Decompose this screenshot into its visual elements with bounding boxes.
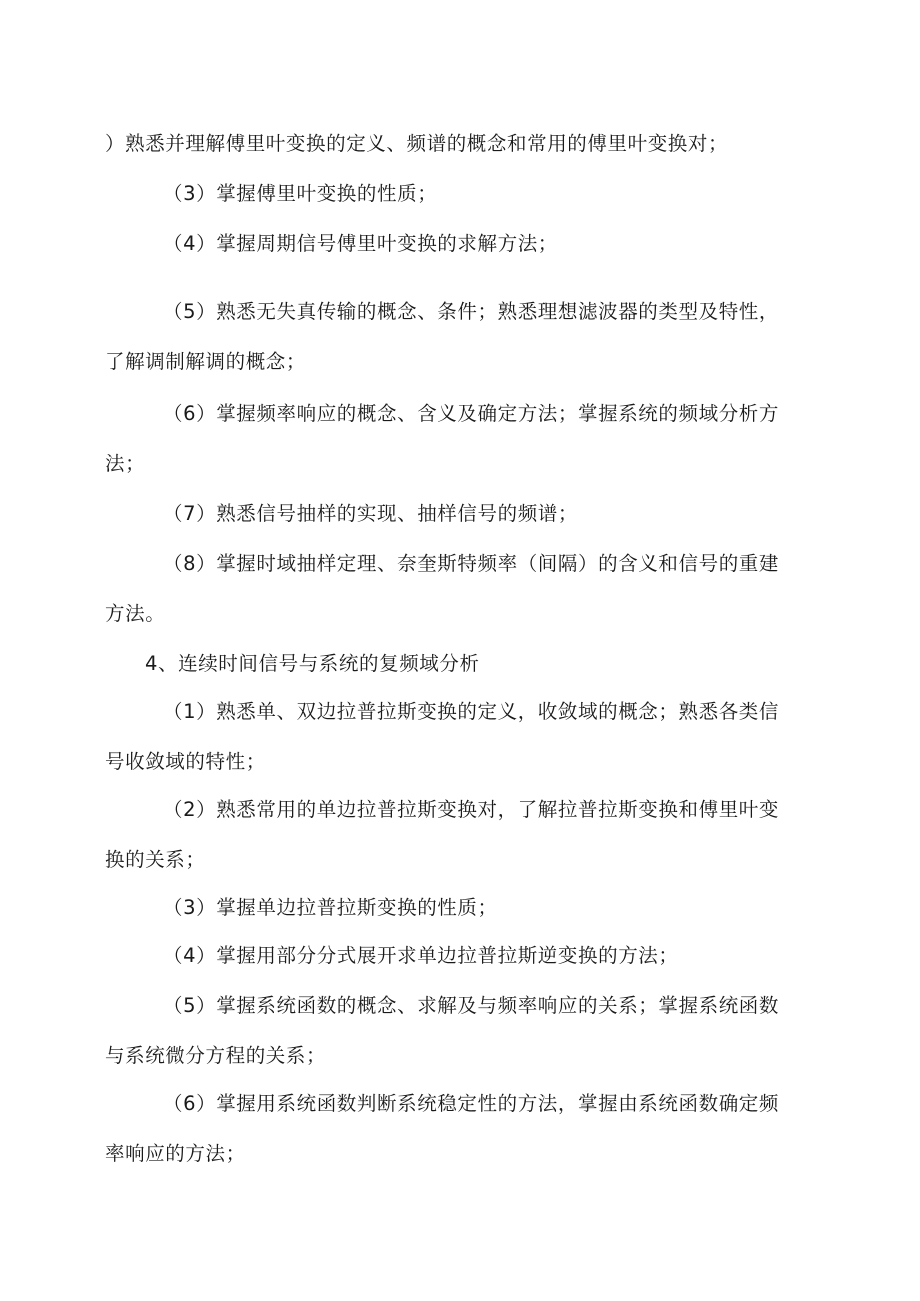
text-line: （6）掌握用系统函数判断系统稳定性的方法，掌握由系统函数确定频 (163, 1092, 780, 1115)
text-line: （4）掌握周期信号傅里叶变换的求解方法； (163, 232, 558, 255)
text-line: （5）掌握系统函数的概念、求解及与频率响应的关系；掌握系统函数 (163, 994, 780, 1017)
text-line: （7）熟悉信号抽样的实现、抽样信号的频谱； (163, 502, 579, 525)
text-line: （8）掌握时域抽样定理、奈奎斯特频率（间隔）的含义和信号的重建 (163, 552, 780, 575)
text-line: 与系统微分方程的关系； (105, 1044, 327, 1067)
text-line: （2）熟悉常用的单边拉普拉斯变换对，了解拉普拉斯变换和傅里叶变 (163, 798, 780, 821)
text-line: （6）掌握频率响应的概念、含义及确定方法；掌握系统的频域分析方 (163, 402, 780, 425)
text-line: （5）熟悉无失真传输的概念、条件；熟悉理想滤波器的类型及特性， (163, 300, 780, 323)
text-line: （3）掌握单边拉普拉斯变换的性质； (163, 896, 498, 919)
text-line: 换的关系； (105, 848, 206, 871)
text-line: 方法。 (105, 602, 166, 625)
text-line: （3）掌握傅里叶变换的性质； (163, 182, 438, 205)
text-line: 号收敛域的特性； (105, 750, 266, 773)
section-heading: 4、连续时间信号与系统的复频域分析 (145, 652, 480, 675)
text-line: 了解调制解调的概念； (105, 350, 307, 373)
text-line: （1）熟悉单、双边拉普拉斯变换的定义，收敛域的概念；熟悉各类信 (163, 700, 780, 723)
text-line: 率响应的方法； (105, 1142, 246, 1165)
text-line: ）熟悉并理解傅里叶变换的定义、频谱的概念和常用的傅里叶变换对； (105, 132, 729, 155)
text-line: （4）掌握用部分分式展开求单边拉普拉斯逆变换的方法； (163, 944, 679, 967)
text-line: 法； (105, 452, 146, 475)
